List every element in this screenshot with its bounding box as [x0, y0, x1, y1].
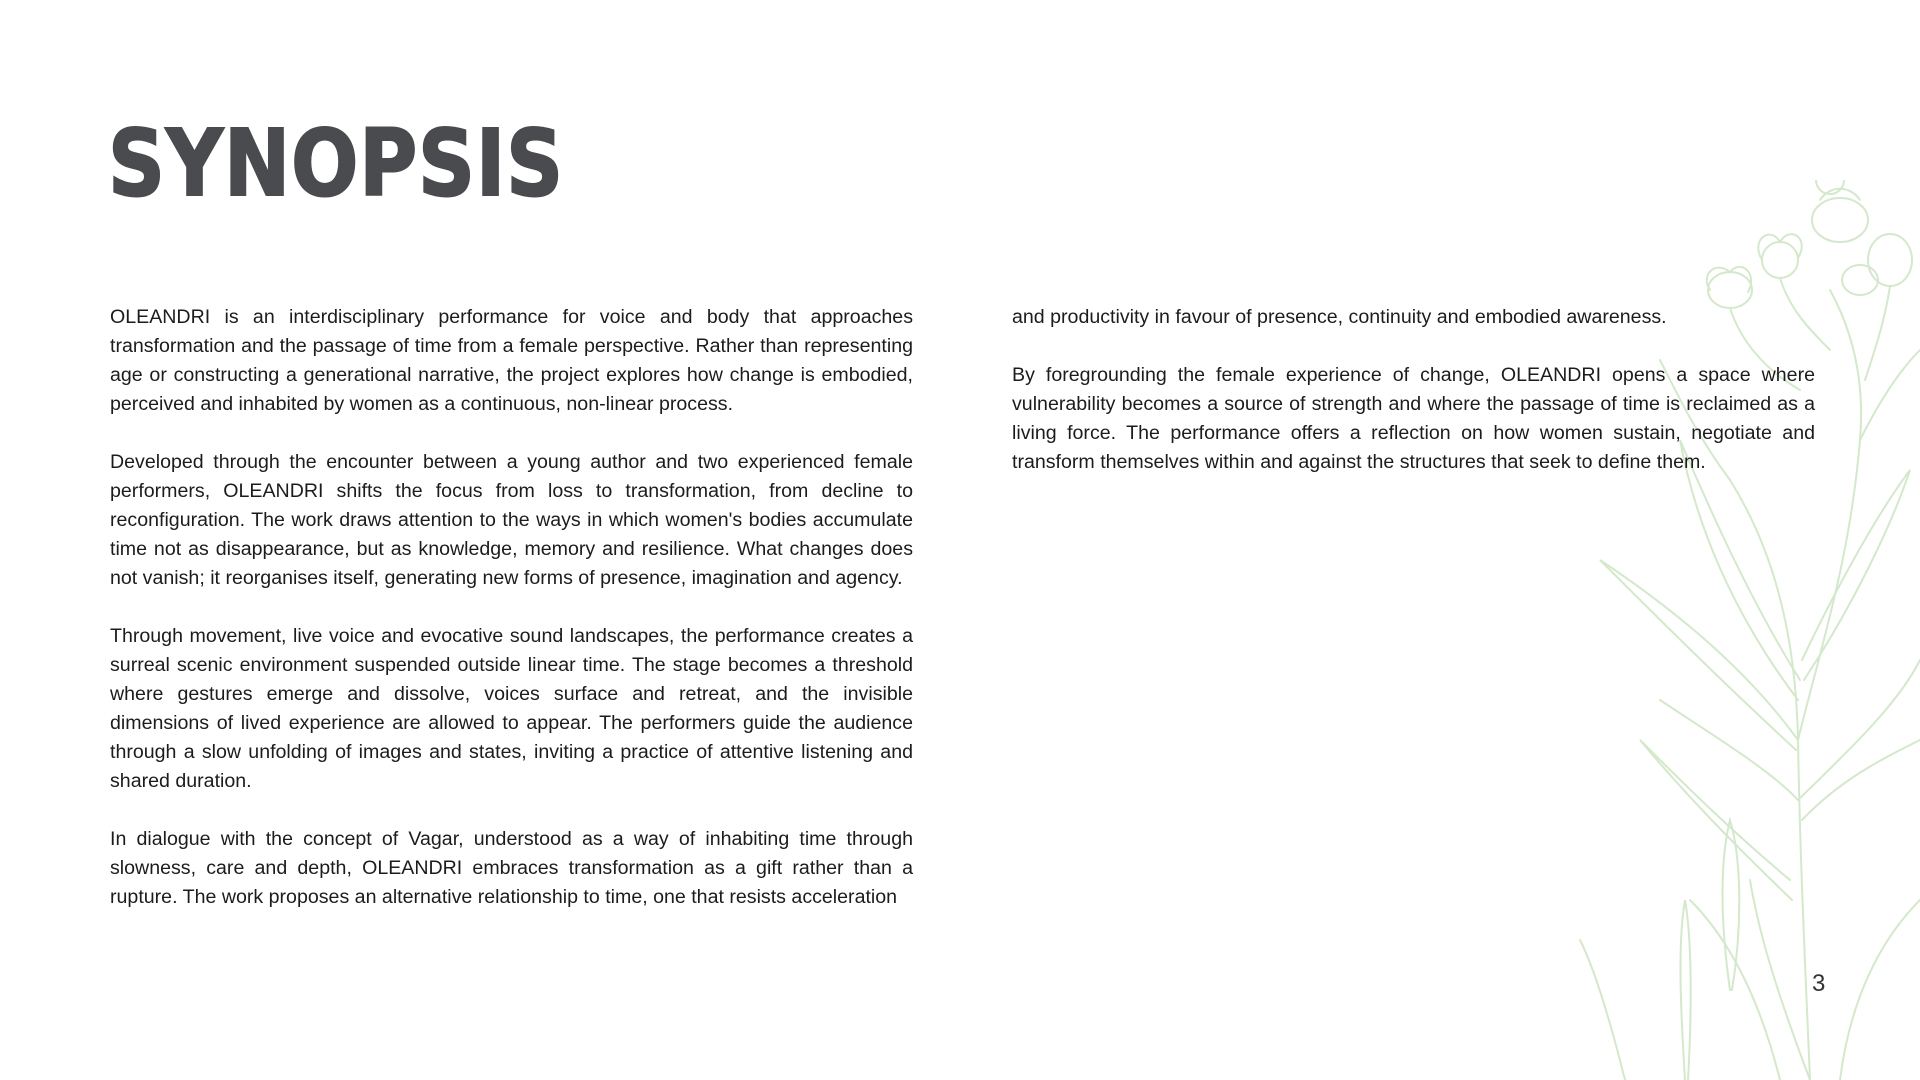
paragraph: OLEANDRI is an interdisciplinary performance for voice and body that approaches transformation and the passage of time from a female perspective. Rather than representing age or constructing a generational narrative, the project explores how change is embodied, perceived and inhabited by women as a continuous, non-linear process. [110, 306, 913, 415]
page-number: 3 [1812, 970, 1826, 997]
page-title: SYNOPSIS [108, 110, 565, 217]
paragraph: Developed through the encounter between a young author and two experienced female performers, OLEANDRI shifts the focus from loss to transformation, from decline to reconfiguration. The work draws attention to the ways in which women's bodies accumulate time not as disappearance, but as knowledge, memory and resilience. What changes does not vanish; it reorganises itself, generating new forms of presence, imagination and agency. [110, 451, 913, 589]
left-text-column [110, 303, 913, 941]
right-text-column [1012, 303, 1815, 506]
paragraph: By foregrounding the female experience of change, OLEANDRI opens a space where vulnerability becomes a source of strength and where the passage of time is reclaimed as a living force. The performance offers a reflection on how women sustain, negotiate and transform themselves within and against the structures that seek to define them. [1012, 364, 1815, 473]
paragraph: Through movement, live voice and evocative sound landscapes, the performance creates a surreal scenic environment suspended outside linear time. The stage becomes a threshold where gestures emerge and dissolve, voices surface and retreat, and the invisible dimensions of lived experience are allowed to appear. The performers guide the audience through a slow unfolding of images and states, inviting a practice of attentive listening and shared duration. [110, 625, 913, 792]
paragraph: In dialogue with the concept of Vagar, understood as a way of inhabiting time through slowness, care and depth, OLEANDRI embraces transformation as a gift rather than a rupture. The work proposes an alternative relationship to time, one that resists acceleration [110, 828, 913, 908]
paragraph: and productivity in favour of presence, continuity and embodied awareness. [1012, 306, 1667, 328]
